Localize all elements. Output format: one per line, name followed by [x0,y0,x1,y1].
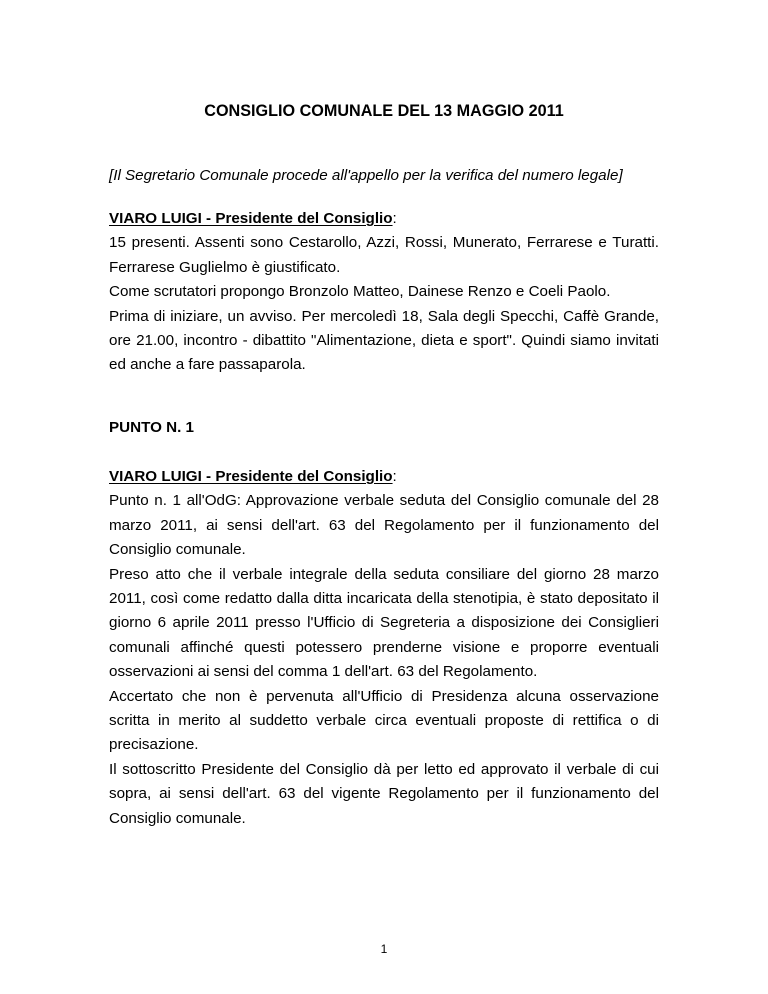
section-2 [109,465,659,831]
speaker-line [109,465,659,489]
paragraph: Come scrutatori propongo Bronzolo Matteo, Dainese Renzo e Coeli Paolo. [109,283,611,301]
stage-note-block [109,164,659,188]
speaker-colon: : [392,210,397,227]
speaker-name: VIARO LUIGI - Presidente del Consiglio [109,210,393,227]
page-number: 1 [380,942,388,956]
speaker-line [109,207,659,231]
item-heading: PUNTO N. 1 [109,419,194,436]
paragraph: Punto n. 1 all'OdG: Approvazione verbale seduta del Consiglio comunale del 28 marzo 2011, ai sensi dell'art. 63 del Regolamento per il funzionamento del Consiglio comunale. [109,492,659,559]
speaker-colon: : [392,468,397,485]
speaker-name: VIARO LUIGI - Presidente del Consiglio [109,468,393,485]
section-1 [109,207,659,378]
paragraph: Preso atto che il verbale integrale della seduta consiliare del giorno 28 marzo 2011, così come redatto dalla ditta incaricata della stenotipia, è stato depositato il giorno 6 aprile 2011 presso l'Ufficio di Segreteria a disposizione dei Consiglieri comunali affinché questi potessero prenderne visione e proporre eventuali osservazioni ai sensi del comma 1 dell'art. 63 del Regolamento. [109,565,659,681]
paragraph: Prima di iniziare, un avviso. Per mercoledì 18, Sala degli Specchi, Caffè Grande, ore 21.00, incontro - dibattito "Alimentazione, dieta e sport". Quindi siamo invitati ed anche a fare passaparola. [109,307,659,374]
item-heading-block [109,416,659,440]
paragraph: Accertato che non è pervenuta all'Ufficio di Presidenza alcuna osservazione scritta in merito al suddetto verbale circa eventuali proposte di rettifica o di precisazione. [109,687,659,754]
paragraph: 15 presenti. Assenti sono Cestarollo, Azzi, Rossi, Munerato, Ferrarese e Turatti. Ferrarese Guglielmo è giustificato. [109,234,659,276]
stage-note: [Il Segretario Comunale procede all'appello per la verifica del numero legale] [109,167,623,184]
page-title: CONSIGLIO COMUNALE DEL 13 MAGGIO 2011 [204,102,564,120]
paragraph: Il sottoscritto Presidente del Consiglio dà per letto ed approvato il verbale di cui sopra, ai sensi dell'art. 63 del vigente Regolamento per il funzionamento del Consiglio comunale. [109,760,659,827]
